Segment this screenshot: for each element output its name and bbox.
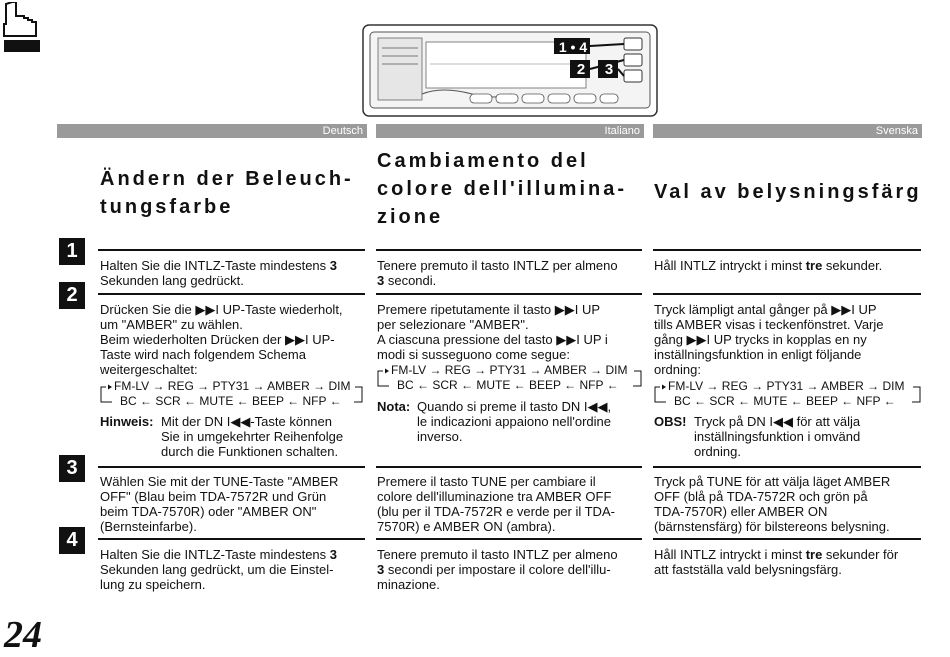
rule-it-2 (376, 293, 642, 295)
sv-step4-text: Håll INTLZ intryckt i minst tre sekunder för att fastställa vald belysningsfärg. (654, 547, 899, 577)
step-1-box: 1 (59, 238, 85, 265)
step-4-box: 4 (59, 527, 85, 554)
rule-it-1 (376, 249, 642, 251)
de-schema: FM-LV → REG → PTY31 → AMBER → DIM BC ← SCR ← MUTE ← BEEP ← NFP ← (100, 379, 366, 409)
it-step1-text: Tenere premuto il tasto INTLZ per almeno 3 secondi. (377, 258, 618, 288)
rule-de-2 (98, 293, 365, 295)
rule-de-4 (98, 538, 365, 540)
de-step1-text: Halten Sie die INTLZ-Taste mindestens 3 Sekunden lang gedrückt. (100, 258, 338, 288)
de-step3-text: Wählen Sie mit der TUNE-Taste "AMBER OFF" (Blau beim TDA-7572R und Grün beim TDA-7570R) oder "AMBER ON" (Bernsteinfarbe). (100, 474, 339, 534)
sv-step2-text: Tryck lämpligt antal gånger på ▶▶I UP tills AMBER visas i teckenfönstret. Varje gång ▶▶I UP trycks in kopplas en ny inställningsfunktion in enligt följande ordning: (654, 302, 884, 377)
rule-sv-4 (653, 538, 921, 540)
title-italian: Cambiamento del colore dell'illumina- zione (377, 150, 628, 228)
rule-it-3 (376, 466, 642, 468)
de-step4-text: Halten Sie die INTLZ-Taste mindestens 3 Sekunden lang gedrückt, um die Einstel- lung zu speichern. (100, 547, 338, 592)
step-3-box: 3 (59, 455, 85, 482)
it-step2-text: Premere ripetutamente il tasto ▶▶I UP per selezionare "AMBER". A ciascuna pressione del tasto ▶▶I UP i modi si susseguono come segue: (377, 302, 608, 362)
pointing-hand-icon (2, 2, 40, 54)
it-step3-text: Premere il tasto TUNE per cambiare il colore dell'illuminazione tra AMBER OFF (blu per il TDA-7572R e verde per il TDA- 7570R) e AMBER ON (ambra). (377, 474, 615, 534)
callout-3: 3 (604, 61, 614, 78)
it-schema: FM-LV → REG → PTY31 → AMBER → DIM BC ← SCR ← MUTE ← BEEP ← NFP ← (377, 363, 643, 393)
rule-de-1 (98, 249, 365, 251)
step-2-box: 2 (59, 282, 85, 309)
page-number: 24 (4, 614, 42, 656)
sv-step3-text: Tryck på TUNE för att välja läget AMBER OFF (blå på TDA-7572R och grön på TDA-7570R) eller AMBER ON (bärnstensfärg) för bilstereons belysning. (654, 474, 891, 534)
lang-bar-italian: Italiano (376, 124, 644, 138)
rule-sv-3 (653, 466, 921, 468)
rule-it-4 (376, 538, 642, 540)
sv-schema: FM-LV → REG → PTY31 → AMBER → DIM BC ← SCR ← MUTE ← BEEP ← NFP ← (654, 379, 922, 409)
rule-sv-2 (653, 293, 921, 295)
lang-bar-german: Deutsch (57, 124, 367, 138)
sv-step1-text: Håll INTLZ intryckt i minst tre sekunder. (654, 258, 883, 273)
de-step2-text: Drücken Sie die ▶▶I UP-Taste wiederholt, um "AMBER" zu wählen. Beim wiederholten Drücken der ▶▶I UP- Taste wird nach folgendem Schema weitergeschaltet: (100, 302, 343, 377)
rule-sv-1 (653, 249, 921, 251)
sv-note: OBS! Tryck på DN I◀◀ för att välja inställningsfunktion i omvänd ordning. (654, 414, 861, 459)
de-note: Hinweis: Mit der DN I◀◀-Taste können Sie in umgekehrter Reihenfolge durch die Funktionen schalten. (100, 414, 344, 459)
it-note: Nota: Quando si preme il tasto DN I◀◀, le indicazioni appaiono nell'ordine inverso. (377, 399, 612, 444)
callout-2: 2 (576, 61, 586, 78)
lang-bar-swedish: Svenska (653, 124, 922, 138)
rule-de-3 (98, 466, 365, 468)
title-swedish: Val av belysningsfärg (654, 181, 922, 203)
title-german: Ändern der Beleuch- tungsfarbe (100, 168, 354, 218)
it-step4-text: Tenere premuto il tasto INTLZ per almeno 3 secondi per impostare il colore dell'illu- minazione. (377, 547, 618, 592)
callout-1-4: 1 • 4 (558, 39, 588, 55)
